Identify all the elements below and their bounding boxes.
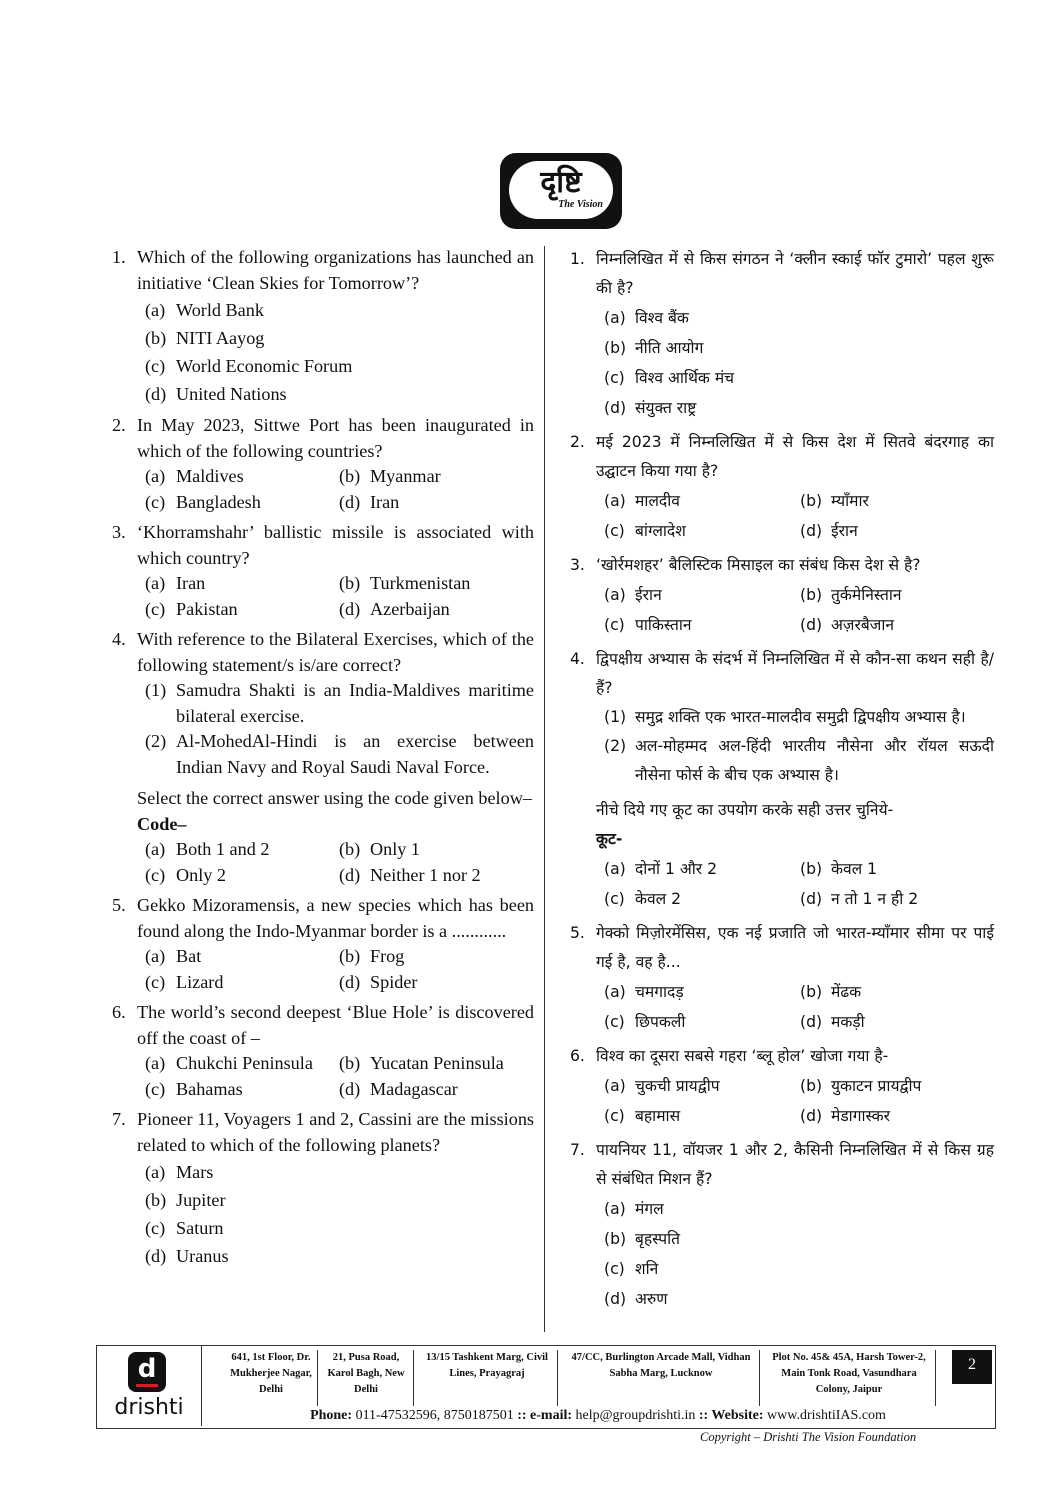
options-list	[604, 1194, 994, 1314]
option-a[interactable]	[145, 1051, 339, 1077]
address-delhi: 641, 1st Floor, Dr. Mukherjee Nagar, Delhi	[225, 1350, 318, 1406]
option-a[interactable]	[145, 571, 339, 597]
option-label: (d)	[800, 522, 823, 540]
option-text: Both 1 and 2	[176, 839, 270, 859]
options-list	[604, 854, 994, 914]
option-label: (a)	[145, 839, 166, 859]
option-label: (b)	[800, 586, 823, 604]
option-label: (a)	[604, 492, 626, 510]
option-label: (b)	[800, 860, 823, 878]
option-text: शनि	[635, 1260, 659, 1278]
english-questions-column	[108, 240, 534, 1270]
option-label: (c)	[604, 522, 625, 540]
option-text: Only 1	[370, 839, 421, 859]
statement-label: (2)	[604, 737, 627, 755]
option-text: अरुण	[635, 1290, 668, 1308]
option-text: United Nations	[176, 384, 287, 404]
options-list	[604, 486, 994, 546]
statement-label: (2)	[145, 731, 167, 751]
options-list	[145, 837, 534, 888]
option-text: Spider	[370, 971, 418, 992]
option-label: (d)	[339, 864, 361, 885]
question-4	[108, 627, 534, 888]
options-list	[145, 296, 534, 408]
drishti-header-logo	[500, 153, 622, 229]
options-list	[604, 1071, 994, 1131]
option-text: मकड़ी	[831, 1013, 865, 1031]
logo-english-text: The Vision	[558, 199, 603, 210]
option-b[interactable]	[339, 944, 534, 970]
option-text: तुर्कमेनिस्तान	[831, 586, 902, 604]
option-c[interactable]	[145, 490, 339, 516]
logo-hindi-text: दृष्टि	[540, 165, 582, 200]
option-text: दोनों 1 और 2	[635, 860, 718, 878]
question-2	[570, 428, 994, 546]
option-b[interactable]	[800, 977, 994, 1007]
question-number: 6.	[112, 1002, 126, 1022]
question-text: मई 2023 में निम्नलिखित में से किस देश में सितवे बंदरगाह का उद्घाटन किया गया है?	[596, 433, 994, 480]
option-text: युकाटन प्रायद्वीप	[831, 1077, 922, 1095]
option-d[interactable]	[604, 1284, 994, 1314]
option-label: (d)	[145, 384, 167, 404]
option-a[interactable]	[145, 296, 534, 324]
option-label: (b)	[145, 328, 167, 348]
option-b[interactable]	[604, 333, 994, 363]
option-text: न तो 1 न ही 2	[831, 890, 919, 908]
option-text: Turkmenistan	[370, 573, 471, 593]
options-list	[604, 977, 994, 1037]
option-d[interactable]	[145, 1242, 534, 1270]
phone-numbers: 011-47532596, 8750187501	[355, 1408, 514, 1423]
option-label: (a)	[604, 586, 626, 604]
option-a[interactable]	[604, 977, 800, 1007]
option-text: केवल 1	[831, 860, 878, 878]
question-text: The world’s second deepest ‘Blue Hole’ is discovered off the coast of –	[137, 1002, 534, 1048]
option-label: (d)	[604, 1290, 627, 1308]
option-label: (b)	[339, 839, 361, 859]
question-6	[570, 1042, 994, 1131]
email-label: :: e-mail:	[517, 1408, 573, 1423]
question-text: विश्व का दूसरा सबसे गहरा ‘ब्लू होल’ खोजा गया है-	[596, 1047, 889, 1065]
statement-label: (1)	[604, 708, 627, 726]
option-text: Azerbaijan	[370, 598, 450, 619]
option-text: Myanmar	[370, 466, 441, 486]
option-d[interactable]	[604, 393, 994, 423]
option-c[interactable]	[145, 970, 339, 996]
option-label: (c)	[604, 1260, 625, 1278]
option-label: (b)	[800, 983, 823, 1001]
option-label: (d)	[339, 491, 361, 512]
option-label: (d)	[800, 890, 823, 908]
option-label: (c)	[145, 356, 166, 376]
question-text: द्विपक्षीय अभ्यास के संदर्भ में निम्नलिखित में से कौन-सा कथन सही है/हैं?	[596, 650, 994, 697]
option-label: (b)	[339, 946, 361, 966]
option-label: (a)	[145, 300, 166, 320]
option-c[interactable]	[145, 1077, 339, 1103]
option-label: (a)	[145, 1053, 166, 1073]
option-b[interactable]	[800, 580, 994, 610]
option-text: अज़रबैजान	[831, 616, 895, 634]
option-a[interactable]	[604, 1071, 800, 1101]
options-list	[145, 464, 534, 515]
options-list	[145, 1158, 534, 1270]
page-number: 2	[952, 1350, 992, 1384]
question-text: Gekko Mizoramensis, a new species which has been found along the Indo-Myanmar border is a ............	[137, 895, 534, 941]
select-instruction: नीचे दिये गए कूट का उपयोग करके सही उत्तर चुनिये-	[596, 801, 894, 819]
question-number: 4.	[570, 650, 585, 668]
option-label: (c)	[604, 890, 625, 908]
option-d[interactable]	[339, 597, 534, 623]
option-label: (b)	[800, 1077, 823, 1095]
question-number: 3.	[570, 556, 585, 574]
option-a[interactable]	[604, 303, 994, 333]
question-number: 2.	[112, 415, 126, 435]
option-b[interactable]	[339, 837, 534, 863]
option-a[interactable]	[145, 1158, 534, 1186]
copyright-notice: Copyright – Drishti The Vision Foundation	[700, 1430, 917, 1444]
address-lucknow: 47/CC, Burlington Arcade Mall, Vidhan Sabha Marg, Lucknow	[563, 1350, 760, 1406]
option-label: (c)	[145, 598, 166, 619]
email-address[interactable]: help@groupdrishti.in	[575, 1408, 696, 1423]
address-new-delhi: 21, Pusa Road, Karol Bagh, New Delhi	[319, 1350, 414, 1406]
footer	[96, 1345, 996, 1429]
question-3	[108, 520, 534, 622]
option-text: Bat	[176, 946, 202, 966]
option-text: संयुक्त राष्ट्र	[635, 399, 697, 417]
option-a[interactable]	[604, 854, 800, 884]
select-instruction: Select the correct answer using the code given below–	[137, 788, 532, 808]
option-c[interactable]	[145, 352, 534, 380]
option-label: (d)	[339, 598, 361, 619]
option-text: Uranus	[176, 1246, 229, 1266]
option-d[interactable]	[339, 970, 534, 996]
option-label: (a)	[145, 1162, 166, 1182]
code-label: Code–	[137, 813, 187, 834]
question-text: ‘Khorramshahr’ ballistic missile is associated with which country?	[137, 522, 534, 568]
option-label: (c)	[145, 1218, 166, 1238]
option-label: (b)	[800, 492, 823, 510]
question-text: पायनियर 11, वॉयजर 1 और 2, कैसिनी निम्नलिखित में से किस ग्रह से संबंधित मिशन हैं?	[596, 1141, 994, 1188]
question-number: 1.	[112, 247, 126, 267]
option-label: (a)	[604, 983, 626, 1001]
option-b[interactable]	[800, 854, 994, 884]
option-text: Bahamas	[176, 1078, 243, 1099]
option-b[interactable]	[339, 1051, 534, 1077]
address-prayagraj: 13/15 Tashkent Marg, Civil Lines, Prayagraj	[417, 1350, 558, 1406]
option-label: (d)	[800, 1107, 823, 1125]
option-label: (a)	[145, 946, 166, 966]
option-text: चुकची प्रायद्वीप	[635, 1077, 720, 1095]
option-b[interactable]	[339, 571, 534, 597]
address-jaipur: Plot No. 45& 45A, Harsh Tower-2, Main Tonk Road, Vasundhara Colony, Jaipur	[763, 1350, 936, 1406]
option-text: Maldives	[176, 466, 244, 486]
option-d[interactable]	[339, 863, 534, 889]
option-text: Bangladesh	[176, 491, 261, 512]
hindi-questions-column	[570, 240, 994, 1314]
option-text: मेडागास्कर	[831, 1107, 890, 1125]
option-text: विश्व बैंक	[635, 309, 689, 327]
option-c[interactable]	[604, 1101, 800, 1131]
option-text: ईरान	[635, 586, 662, 604]
option-text: विश्व आर्थिक मंच	[635, 369, 735, 387]
question-text: Pioneer 11, Voyagers 1 and 2, Cassini are the missions related to which of the following planets?	[137, 1109, 534, 1155]
option-label: (b)	[145, 1190, 167, 1210]
option-c[interactable]	[604, 1254, 994, 1284]
options-list	[604, 580, 994, 640]
question-1	[570, 245, 994, 423]
option-text: Saturn	[176, 1218, 224, 1238]
question-5	[108, 893, 534, 995]
option-text: Chukchi Peninsula	[176, 1053, 313, 1073]
question-number: 2.	[570, 433, 585, 451]
question-number: 5.	[112, 895, 126, 915]
option-a[interactable]	[604, 1194, 994, 1224]
option-text: बांग्लादेश	[635, 522, 686, 540]
option-b[interactable]	[604, 1224, 994, 1254]
option-c[interactable]	[145, 597, 339, 623]
option-c[interactable]	[604, 884, 800, 914]
drishti-footer-logo: d drishti	[97, 1346, 202, 1426]
option-text: पाकिस्तान	[635, 616, 692, 634]
option-text: चमगादड़	[635, 983, 684, 1001]
option-c[interactable]	[145, 1214, 534, 1242]
question-text: Which of the following organizations has launched an initiative ‘Clean Skies for Tomorrow’?	[137, 247, 534, 293]
option-label: (a)	[145, 466, 166, 486]
statement-2	[604, 732, 994, 790]
option-d[interactable]	[339, 490, 534, 516]
option-c[interactable]	[604, 363, 994, 393]
option-label: (a)	[604, 860, 626, 878]
option-label: (d)	[339, 1078, 361, 1099]
option-text: Frog	[370, 946, 405, 966]
options-list	[604, 303, 994, 423]
option-text: नीति आयोग	[635, 339, 704, 357]
question-1	[108, 245, 534, 408]
option-label: (a)	[604, 1077, 626, 1095]
option-label: (b)	[339, 466, 361, 486]
option-label: (c)	[145, 1078, 166, 1099]
options-list	[145, 1051, 534, 1102]
question-6	[108, 1000, 534, 1102]
option-text: Mars	[176, 1162, 214, 1182]
question-2	[108, 413, 534, 515]
question-number: 3.	[112, 522, 126, 542]
option-text: Only 2	[176, 864, 227, 885]
option-text: Madagascar	[370, 1078, 458, 1099]
option-text: NITI Aayog	[176, 328, 265, 348]
option-label: (a)	[604, 309, 626, 327]
statement-label: (1)	[145, 680, 167, 700]
option-d[interactable]	[145, 380, 534, 408]
question-text: In May 2023, Sittwe Port has been inaugurated in which of the following countries?	[137, 415, 534, 461]
option-c[interactable]	[145, 863, 339, 889]
contact-line	[201, 1407, 995, 1425]
option-b[interactable]	[800, 1071, 994, 1101]
option-label: (c)	[145, 491, 166, 512]
option-label: (c)	[604, 1013, 625, 1031]
question-7	[108, 1107, 534, 1270]
option-label: (c)	[604, 369, 625, 387]
statement-text: Samudra Shakti is an India-Maldives maritime bilateral exercise.	[176, 680, 534, 726]
option-label: (d)	[604, 399, 627, 417]
statement-text: समुद्र शक्ति एक भारत-मालदीव समुद्री द्विपक्षीय अभ्यास है।	[635, 708, 966, 726]
option-a[interactable]	[604, 486, 800, 516]
option-text: Iran	[176, 573, 206, 593]
option-text: मंगल	[635, 1200, 664, 1218]
question-text: निम्नलिखित में से किस संगठन ने ‘क्लीन स्काई फॉर टुमारो’ पहल शुरू की है?	[596, 250, 994, 297]
question-number: 7.	[112, 1109, 126, 1129]
option-d[interactable]	[800, 516, 994, 546]
option-text: Lizard	[176, 971, 224, 992]
option-text: छिपकली	[635, 1013, 686, 1031]
option-text: Jupiter	[176, 1190, 226, 1210]
option-a[interactable]	[145, 837, 339, 863]
question-number: 5.	[570, 924, 585, 942]
option-text: बृहस्पति	[635, 1230, 681, 1248]
option-label: (d)	[339, 971, 361, 992]
option-d[interactable]	[800, 1007, 994, 1037]
option-label: (a)	[604, 1200, 626, 1218]
option-text: Iran	[370, 491, 400, 512]
code-label: कूट-	[596, 830, 623, 848]
question-4	[570, 645, 994, 914]
options-list	[145, 944, 534, 995]
option-text: बहामास	[635, 1107, 681, 1125]
option-label: (c)	[604, 1107, 625, 1125]
website-label: :: Website:	[698, 1408, 764, 1423]
statement-1	[145, 678, 534, 729]
option-label: (d)	[145, 1246, 167, 1266]
option-text: म्याँमार	[831, 492, 869, 510]
option-label: (c)	[145, 971, 166, 992]
option-d[interactable]	[800, 610, 994, 640]
option-text: Yucatan Peninsula	[370, 1053, 504, 1073]
question-text: With reference to the Bilateral Exercises, which of the following statement/s is/are correct?	[137, 629, 534, 675]
option-text: मालदीव	[635, 492, 680, 510]
option-a[interactable]	[145, 464, 339, 490]
statement-2	[145, 729, 534, 780]
question-7	[570, 1136, 994, 1314]
question-number: 6.	[570, 1047, 585, 1065]
option-label: (b)	[604, 1230, 627, 1248]
question-number: 1.	[570, 250, 585, 268]
option-label: (c)	[145, 864, 166, 885]
option-b[interactable]	[145, 324, 534, 352]
question-5	[570, 919, 994, 1037]
option-b[interactable]	[800, 486, 994, 516]
question-text: ‘खोर्रमशहर’ बैलिस्टिक मिसाइल का संबंध किस देश से है?	[596, 556, 921, 574]
option-b[interactable]	[145, 1186, 534, 1214]
option-text: केवल 2	[635, 890, 682, 908]
option-text: Pakistan	[176, 598, 238, 619]
option-text: World Bank	[176, 300, 264, 320]
option-a[interactable]	[604, 580, 800, 610]
option-label: (d)	[800, 616, 823, 634]
website-link[interactable]: www.drishtiIAS.com	[767, 1408, 886, 1423]
statement-text: Al-MohedAl-Hindi is an exercise between Indian Navy and Royal Saudi Naval Force.	[176, 731, 534, 777]
option-label: (b)	[339, 573, 361, 593]
option-label: (a)	[145, 573, 166, 593]
option-d[interactable]	[800, 1101, 994, 1131]
option-label: (d)	[800, 1013, 823, 1031]
option-c[interactable]	[604, 1007, 800, 1037]
option-d[interactable]	[339, 1077, 534, 1103]
option-c[interactable]	[604, 516, 800, 546]
options-list	[145, 571, 534, 622]
option-label: (b)	[604, 339, 627, 357]
statement-text: अल-मोहम्मद अल-हिंदी भारतीय नौसेना और रॉयल सऊदी नौसेना फोर्स के बीच एक अभ्यास है।	[635, 737, 994, 784]
footer-brand: drishti	[114, 1395, 184, 1420]
phone-label: Phone:	[310, 1408, 353, 1423]
question-number: 7.	[570, 1141, 585, 1159]
option-text: World Economic Forum	[176, 356, 353, 376]
question-3	[570, 551, 994, 640]
statement-1	[604, 703, 994, 732]
option-d[interactable]	[800, 884, 994, 914]
option-text: ईरान	[831, 522, 858, 540]
option-b[interactable]	[339, 464, 534, 490]
option-text: मेंढक	[831, 983, 862, 1001]
option-a[interactable]	[145, 944, 339, 970]
option-text: Neither 1 nor 2	[370, 864, 481, 885]
column-divider	[544, 246, 545, 1332]
option-label: (b)	[339, 1053, 361, 1073]
question-number: 4.	[112, 629, 126, 649]
option-label: (c)	[604, 616, 625, 634]
option-c[interactable]	[604, 610, 800, 640]
question-text: गेक्को मिज़ोरमेंसिस, एक नई प्रजाति जो भारत-म्याँमार सीमा पर पाई गई है, वह है...	[596, 924, 994, 971]
